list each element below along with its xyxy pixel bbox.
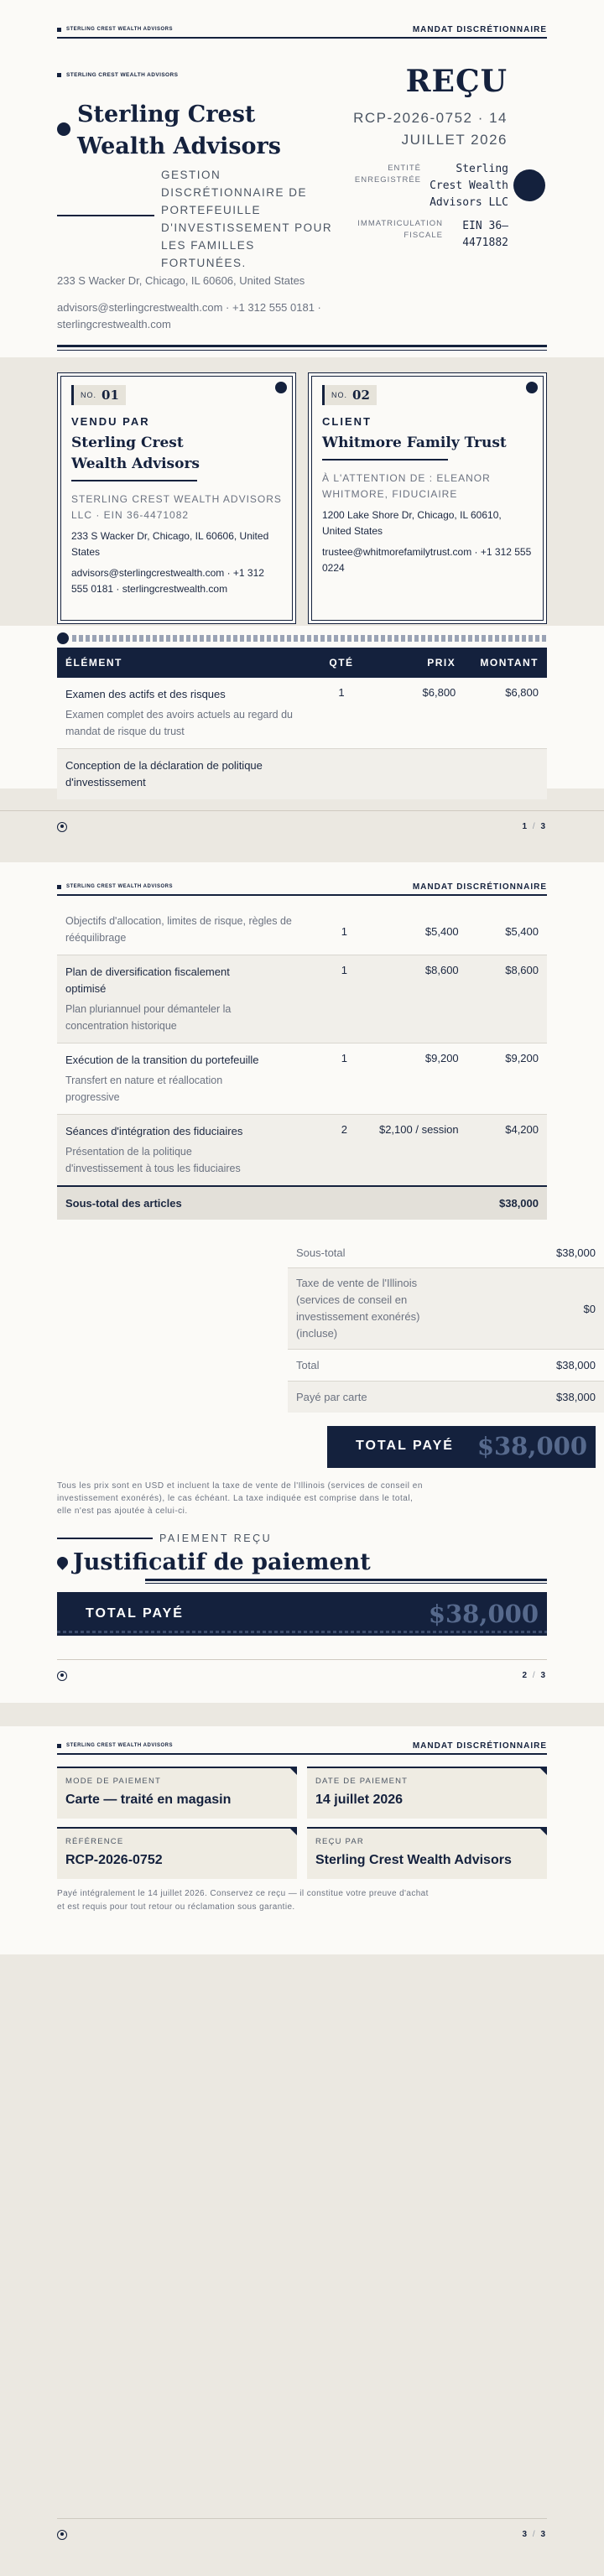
header-bottom-rule — [57, 345, 547, 347]
row-price: $8,600 — [424, 964, 459, 976]
client-dot-icon — [526, 382, 538, 393]
header-amount: MONTANT — [480, 657, 539, 669]
parties — [0, 357, 604, 626]
corner-icon — [540, 1829, 547, 1835]
seller-contact: advisors@sterlingcrestwealth.com · +1 312 555 0181 · sterlingcrestwealth.com — [71, 567, 264, 595]
mandate-label: MANDAT DISCRÉTIONNAIRE — [412, 1741, 547, 1751]
table-dot-icon — [57, 632, 69, 644]
items-subtotal-label: Sous-total des articles — [65, 1197, 182, 1210]
items-subtotal-value: $38,000 — [499, 1197, 539, 1210]
row-amount: $5,400 — [505, 924, 539, 938]
page-3-footer — [57, 2518, 547, 2550]
corner-icon — [290, 1768, 297, 1775]
entity-value: Sterling Crest Wealth Advisors LLC — [430, 163, 508, 209]
payment-card-label: DATE DE PAIEMENT — [315, 1777, 409, 1786]
payment-card-label: REÇU PAR — [315, 1837, 364, 1846]
payment-card — [57, 1767, 297, 1819]
row-title: Plan de diversification fiscalement optimisé — [65, 965, 230, 995]
totals-paid-card-label: Payé par carte — [296, 1391, 367, 1403]
client-address: 1200 Lake Shore Dr, Chicago, IL 60610, United States — [322, 509, 502, 537]
page-3 — [0, 1726, 604, 1954]
mini-brand-label: STERLING CREST WEALTH ADVISORS — [66, 72, 179, 78]
tax-note: Tous les prix sont en USD et incluent la taxe de vente de l'Illinois (services de conseil en investissement exonérés), le cas échéant. La taxe indiquée est comprise dans le total, elle n'est pas ajoutée à celui-ci. — [57, 1481, 423, 1516]
client-attn: À L'ATTENTION DE : ELEANOR WHITMORE, FIDUCIAIRE — [322, 472, 491, 500]
page-2-footer-area — [0, 1659, 604, 1703]
page-header — [0, 862, 604, 894]
payment-card-value: RCP-2026-0752 — [65, 1853, 163, 1867]
brand-contact: advisors@sterlingcrestwealth.com · +1 312 555 0181 · sterlingcrestwealth.com — [57, 301, 321, 330]
page-1-footer — [0, 810, 604, 842]
page-number: 2 / 3 — [522, 1671, 547, 1680]
client-no-label: NO. — [331, 391, 348, 399]
payment-card — [307, 1767, 547, 1819]
payment-cards — [0, 1755, 604, 1879]
table-row — [57, 955, 547, 1043]
row-title: Examen des actifs et des risques — [65, 688, 226, 700]
payment-footnote: Payé intégralement le 14 juillet 2026. Conservez ce reçu — il constitue votre preuve d'achat et est requis pour tout retour ou réclamation sous garantie. — [57, 1889, 429, 1912]
receipt-title: REÇU — [405, 64, 508, 99]
corner-icon — [290, 1829, 297, 1835]
table-row — [57, 1115, 547, 1187]
header-qty: QTÉ — [329, 657, 354, 669]
page-1 — [0, 0, 604, 788]
mandate-label: MANDAT DISCRÉTIONNAIRE — [412, 24, 547, 34]
totals-paid-card — [288, 1382, 604, 1413]
table-header — [57, 648, 547, 678]
client-no: 02 — [352, 388, 370, 403]
ein-label: IMMATRICULATION FISCALE — [357, 219, 443, 240]
ein-value: EIN 36–4471882 — [462, 220, 508, 249]
mini-brand — [57, 884, 173, 889]
payment-banner-label: TOTAL PAYÉ — [86, 1606, 184, 1621]
table-ornament — [57, 634, 547, 643]
mini-brand-label: STERLING CREST WEALTH ADVISORS — [66, 1743, 174, 1748]
table-row — [57, 1043, 547, 1115]
payment-banner-value: $38,000 — [428, 1600, 539, 1628]
page-number: 1 / 3 — [522, 822, 547, 831]
table-row — [57, 749, 547, 800]
seller-dot-icon — [275, 382, 287, 393]
brand-square-icon — [57, 73, 61, 77]
seller-no: 01 — [102, 388, 119, 403]
items-table — [57, 648, 547, 799]
payment-title-rule — [145, 1579, 547, 1581]
receipt-header — [0, 39, 604, 345]
mini-brand — [57, 1743, 173, 1748]
page-3-blank — [0, 1954, 604, 2550]
seller-no-label: NO. — [81, 391, 97, 399]
payment-title: Justificatif de paiement — [73, 1549, 371, 1575]
mini-brand-label: STERLING CREST WEALTH ADVISORS — [66, 884, 174, 889]
row-price: $5,400 — [424, 924, 459, 938]
seal-dot-icon — [513, 169, 545, 201]
seller-address: 233 S Wacker Dr, Chicago, IL 60606, United States — [71, 530, 269, 558]
header-bottom-rule-thin — [57, 350, 547, 351]
items-table-continued — [57, 908, 547, 1220]
client-card — [308, 372, 547, 624]
page-number: 3 / 3 — [522, 2530, 547, 2539]
row-qty: 2 — [341, 1123, 347, 1136]
seller-card — [57, 372, 296, 624]
mini-brand — [57, 27, 173, 32]
page-total: 3 — [540, 1671, 547, 1680]
corner-icon — [540, 1768, 547, 1775]
page-2 — [0, 862, 604, 1703]
seller-name — [71, 433, 282, 475]
payment-kicker: PAIEMENT REÇU — [159, 1533, 273, 1544]
client-name: Whitmore Family Trust — [322, 435, 507, 451]
row-amount: $9,200 — [505, 1052, 539, 1064]
page-current: 2 — [522, 1671, 529, 1680]
payment-kicker-row — [57, 1533, 547, 1544]
mini-brand-2 — [57, 72, 178, 78]
row-price: $2,100 / session — [378, 1123, 459, 1136]
brand-tagline: GESTION DISCRÉTIONNAIRE DE PORTEFEUILLE D'INVESTISSEMENT POUR LES FAMILLES FORTUNÉES. — [161, 169, 333, 269]
page-current: 3 — [522, 2530, 529, 2539]
total-paid-box — [327, 1426, 596, 1468]
totals-block — [288, 1238, 604, 1468]
row-desc: Examen complet des avoirs actuels au regard du mandat de risque du trust — [65, 709, 293, 737]
brand-name-line1: Sterling Crest — [77, 101, 256, 127]
seller-no-badge — [71, 385, 126, 405]
totals-total-value: $38,000 — [556, 1359, 596, 1371]
payment-card-value: 14 juillet 2026 — [315, 1793, 404, 1807]
brand-square-icon — [57, 885, 61, 889]
items-subtotal-row — [57, 1186, 547, 1220]
page-2-footer — [57, 1659, 547, 1691]
page-marker-icon — [57, 2530, 67, 2540]
items-section — [0, 626, 604, 799]
row-price: $6,800 — [422, 686, 456, 699]
seller-rule — [71, 480, 197, 481]
total-paid-label: TOTAL PAYÉ — [356, 1438, 454, 1453]
brand-square-icon — [57, 28, 61, 32]
row-title: Exécution de la transition du portefeuille — [65, 1054, 259, 1066]
client-no-badge — [322, 385, 377, 405]
totals-subtotal — [288, 1238, 604, 1268]
seller-legal: STERLING CREST WEALTH ADVISORS LLC · EIN 36-4471082 — [71, 493, 282, 521]
row-amount: $6,800 — [505, 686, 539, 699]
table-dashes — [72, 635, 547, 642]
page-total: 3 — [540, 2530, 547, 2539]
totals-tax-label: Taxe de vente de l'Illinois (services de conseil en investissement exonérés) (incluse) — [296, 1277, 420, 1340]
page-header — [0, 0, 604, 37]
payment-title-rule-thin — [145, 1583, 547, 1584]
brand-name — [77, 99, 281, 163]
row-qty: 1 — [341, 1052, 347, 1064]
receipt-number-date: RCP-2026-0752 · 14 JUILLET 2026 — [353, 110, 508, 148]
brand-square-icon — [57, 1744, 61, 1748]
row-amount: $8,600 — [505, 964, 539, 976]
page-header — [0, 1726, 604, 1753]
row-amount: $4,200 — [505, 1123, 539, 1136]
totals-subtotal-label: Sous-total — [296, 1246, 346, 1259]
seller-name-line2: Wealth Advisors — [71, 455, 200, 472]
pin-icon — [55, 1554, 70, 1569]
totals-tax — [288, 1268, 604, 1350]
header-item: ÉLÉMENT — [65, 657, 122, 669]
kicker-rule — [57, 1538, 153, 1539]
row-desc: Transfert en nature et réallocation progressive — [65, 1075, 223, 1103]
brand-address: 233 S Wacker Dr, Chicago, IL 60606, United States — [57, 274, 305, 287]
seller-name-line1: Sterling Crest — [71, 435, 184, 451]
totals-tax-value: $0 — [583, 1302, 596, 1315]
payment-title-row — [57, 1549, 547, 1575]
client-rule — [322, 459, 448, 461]
header-price: PRIX — [427, 657, 456, 669]
row-desc: Objectifs d'allocation, limites de risque, règles de rééquilibrage — [65, 915, 292, 944]
row-title: Séances d'intégration des fiduciaires — [65, 1125, 243, 1137]
mini-brand-label: STERLING CREST WEALTH ADVISORS — [66, 27, 174, 32]
client-contact: trustee@whitmorefamilytrust.com · +1 312 555 0224 — [322, 546, 532, 574]
payment-card — [57, 1827, 297, 1879]
payment-card-value: Carte — traité en magasin — [65, 1793, 232, 1807]
table-row — [57, 678, 547, 749]
banner-dashes — [57, 1631, 547, 1633]
row-desc: Présentation de la politique d'investissement à tous les fiduciaires — [65, 1146, 241, 1174]
totals-subtotal-value: $38,000 — [556, 1246, 596, 1259]
brand-name-line2: Wealth Advisors — [77, 133, 281, 159]
seller-role: VENDU PAR — [71, 415, 150, 428]
page-3-footer-area — [0, 2518, 604, 2550]
total-paid-value: $38,000 — [476, 1431, 587, 1460]
client-role: CLIENT — [322, 415, 372, 428]
page-marker-icon — [57, 822, 67, 832]
brand-dot-icon — [57, 122, 70, 136]
row-qty: 1 — [338, 686, 345, 699]
payment-card-label: MODE DE PAIEMENT — [65, 1777, 162, 1786]
row-desc: Plan pluriannuel pour démanteler la concentration historique — [65, 1003, 232, 1032]
payment-card — [307, 1827, 547, 1879]
totals-paid-card-value: $38,000 — [556, 1391, 596, 1403]
mandate-label: MANDAT DISCRÉTIONNAIRE — [412, 882, 547, 892]
page-current: 1 — [522, 822, 529, 831]
page-total: 3 — [540, 822, 547, 831]
brand-rule — [57, 215, 154, 216]
totals-total — [288, 1350, 604, 1382]
totals-total-label: Total — [296, 1359, 320, 1371]
payment-banner — [57, 1592, 547, 1636]
items-continued — [0, 896, 604, 1636]
entity-label: ENTITÉ ENREGISTRÉE — [354, 164, 421, 185]
table-row — [57, 908, 547, 955]
row-price: $9,200 — [424, 1052, 459, 1064]
row-title: Conception de la déclaration de politique d'investissement — [65, 759, 263, 788]
row-qty: 1 — [341, 924, 347, 938]
payment-card-value: Sterling Crest Wealth Advisors — [315, 1853, 512, 1867]
row-qty: 1 — [341, 964, 347, 976]
payment-card-label: RÉFÉRENCE — [65, 1837, 124, 1846]
page-marker-icon — [57, 1671, 67, 1681]
